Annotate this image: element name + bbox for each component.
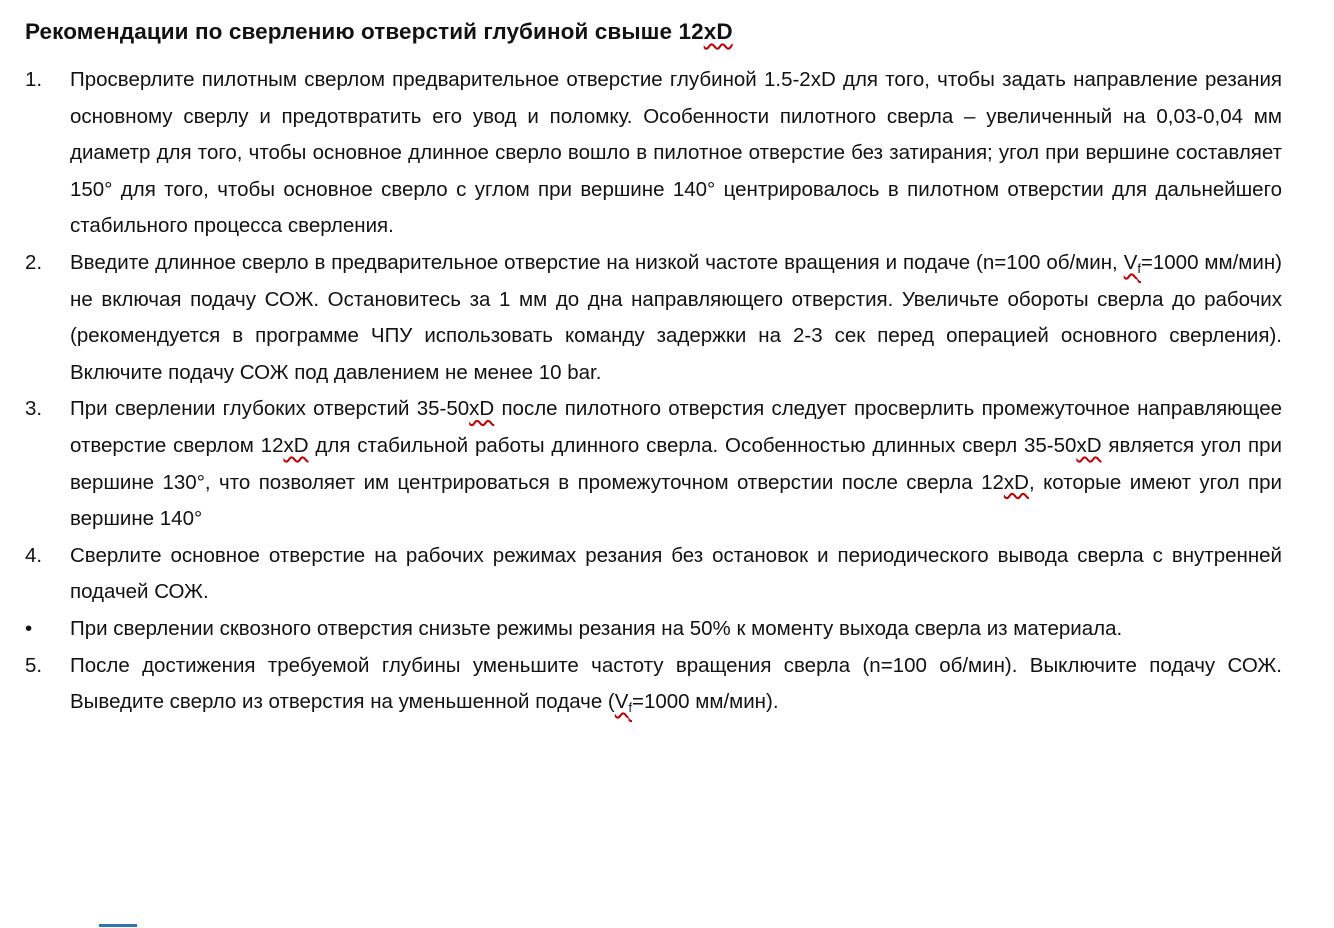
text-segment: для стабильной работы длинного сверла. Особенностью длинных сверл 35-50: [308, 433, 1077, 457]
text-segment: f: [1137, 260, 1141, 276]
list-item-4: [25, 538, 1282, 611]
list-item-text: [70, 611, 1282, 648]
text-segment: xD: [703, 19, 733, 44]
text-segment: После достижения требуемой глубины уменьшите частоту вращения сверла (n=100 об/мин). Выключите подачу СОЖ. Выведите сверло из отверстия на уменьшенной подаче (: [70, 653, 1282, 714]
text-segment: xD: [1076, 433, 1102, 457]
document-title: [0, 0, 1334, 59]
text-segment: после пилотного отверстия следует просверлить промежуточное направляющее отверстие сверлом 12: [70, 397, 1282, 457]
text-segment: , которые имеют угол при вершине 140°: [70, 470, 1282, 531]
list-item-text: [70, 62, 1282, 245]
text-segment: =1000 мм/мин) не включая подачу СОЖ. Остановитесь за 1 мм до дна направляющего отверстия. Увеличьте обороты сверла до рабочих (рекомендуется в программе ЧПУ использовать команду задержки на 2-3 сек перед операцией основного сверления). Включите подачу СОЖ под давлением не менее 10 bar.: [70, 250, 1282, 384]
text-segment: Рекомендации по сверлению отверстий глубиной свыше 12: [25, 19, 704, 44]
list-item-marker: 2.: [25, 250, 43, 274]
list-item-marker: 4.: [25, 543, 43, 567]
bullet-marker: •: [25, 616, 33, 640]
list-item-text: [70, 538, 1282, 611]
text-segment: Просверлите пилотным сверлом предварительное отверстие глубиной 1.5-2xD для того, чтобы задать направление резания основному сверлу и предотвратить его увод и поломку. Особенности пилотного сверла – увеличенный на 0,03-0,04 мм диаметр для того, чтобы основное длинное сверло вошло в пилотное отверстие без затирания; угол при вершине составляет 150° для того, чтобы основное сверло с углом при вершине 140° центрировалось в пилотном отверстии для дальнейшего стабильного процесса сверления.: [70, 68, 1282, 238]
text-segment: V: [614, 690, 629, 714]
text-segment: xD: [469, 397, 495, 421]
list-item-text: [70, 245, 1282, 391]
text-segment: V: [1123, 250, 1138, 274]
bottom-blue-line: [99, 924, 137, 927]
list-item-3: [25, 391, 1282, 537]
list-item-2: [25, 245, 1282, 391]
text-segment: При сверлении глубоких отверстий 35-50: [70, 397, 470, 421]
text-segment: xD: [283, 433, 309, 457]
list-item-bullet: [25, 611, 1282, 648]
list-item-text: [70, 648, 1282, 721]
text-segment: =1000 мм/мин).: [631, 690, 779, 714]
text-segment: Сверлите основное отверстие на рабочих режимах резания без остановок и периодического вывода сверла с внутренней подачей СОЖ.: [70, 543, 1282, 604]
list-item-marker: 1.: [25, 68, 43, 91]
text-segment: является угол при вершине 130°, что позволяет им центрироваться в промежуточном отверстии после сверла 12: [70, 433, 1282, 494]
list-item-text: [70, 391, 1282, 537]
list-item-1: [25, 62, 1282, 245]
text-segment: xD: [1003, 470, 1029, 494]
recommendations-list: [0, 59, 1334, 721]
text-segment: При сверлении сквозного отверстия снизьте режимы резания на 50% к моменту выхода сверла из материала.: [70, 616, 1123, 640]
list-item-5: [25, 648, 1282, 721]
text-segment: f: [628, 699, 632, 715]
list-item-marker: 5.: [25, 653, 43, 677]
text-segment: Введите длинное сверло в предварительное отверстие на низкой частоте вращения и подаче (n=100 об/мин,: [70, 250, 1124, 274]
list-item-marker: 3.: [25, 397, 43, 421]
